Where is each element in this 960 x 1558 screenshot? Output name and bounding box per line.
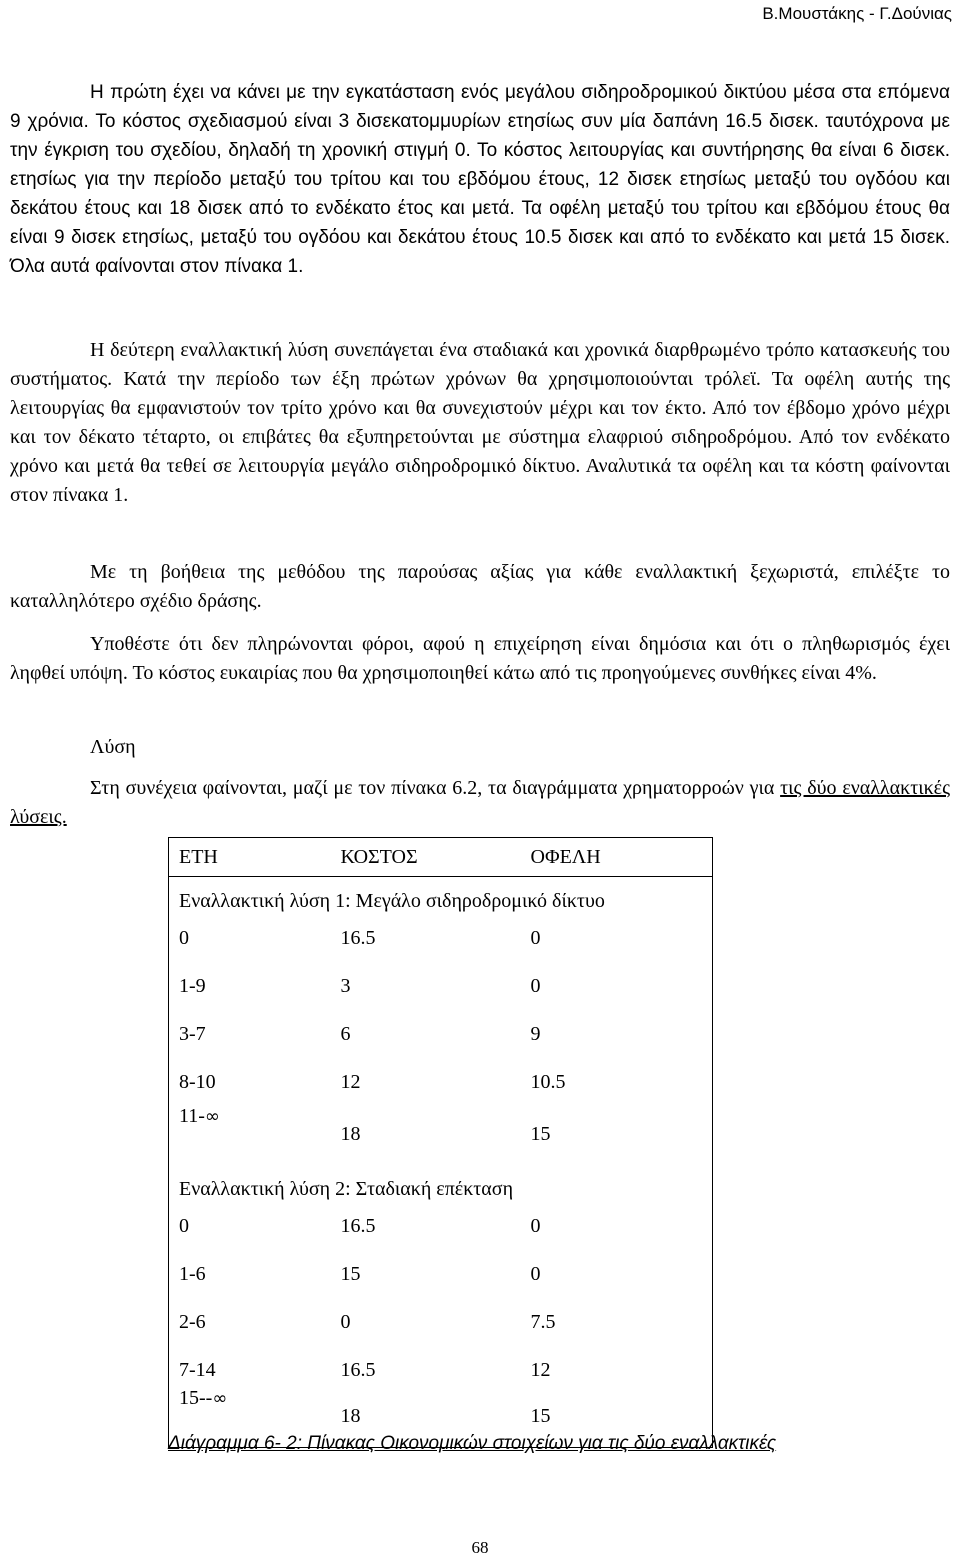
cost-cell: 3 — [340, 975, 351, 997]
table-header-row — [169, 838, 713, 877]
table-row — [169, 925, 713, 973]
benefit-cell: 0 — [530, 1263, 541, 1285]
cost-cell: 18 — [340, 1405, 361, 1427]
cost-cell: 16.5 — [340, 927, 376, 949]
table-caption: Διάγραμμα 6- 2: Πίνακας Οικονομικών στοιχείων για τις δύο εναλλακτικές — [168, 1433, 777, 1454]
benefit-cell: 12 — [530, 1359, 551, 1381]
benefit-cell: 10.5 — [530, 1071, 566, 1093]
table-row — [169, 1213, 713, 1261]
cost-cell: 6 — [340, 1023, 351, 1045]
years-prefix: 15-- — [179, 1387, 213, 1409]
years-cell: 3-7 — [179, 1023, 206, 1045]
page-number: 68 — [471, 1538, 489, 1557]
years-cell: 1-9 — [179, 975, 206, 997]
years-cell: 7-14 — [179, 1359, 216, 1381]
benefit-cell: 9 — [530, 1023, 541, 1045]
cashflow-intro-underlined: τις δύο εναλλακτικές λύσεις. — [10, 777, 951, 828]
years-cell: 1-6 — [179, 1263, 206, 1285]
years-cell: 8-10 — [179, 1071, 216, 1093]
benefit-cell: 0 — [530, 975, 541, 997]
benefit-cell: 15 — [530, 1123, 551, 1145]
infinity-icon: ∞ — [204, 1106, 220, 1127]
years-cell: 2-6 — [179, 1311, 206, 1333]
table-row — [169, 1261, 713, 1309]
table-row — [169, 1021, 713, 1069]
table-row — [169, 1069, 713, 1105]
cost-cell: 0 — [340, 1311, 351, 1333]
cost-cell: 16.5 — [340, 1359, 376, 1381]
header-years: ΕΤΗ — [169, 838, 331, 877]
solution-label: Λύση — [90, 736, 136, 758]
table-row — [169, 973, 713, 1021]
years-cell: 0 — [179, 1215, 189, 1237]
header-benefit: ΟΦΕΛΗ — [521, 838, 713, 877]
table-row — [169, 1309, 713, 1357]
cost-cell: 18 — [340, 1123, 361, 1145]
alt2-title-row — [169, 1165, 713, 1213]
years-cell — [169, 1105, 331, 1165]
cost-cell: 16.5 — [340, 1215, 376, 1237]
benefit-cell: 7.5 — [530, 1311, 556, 1333]
benefit-cell: 0 — [530, 1215, 541, 1237]
paragraph-cashflow-intro — [10, 774, 950, 832]
cashflow-intro-text: Στη συνέχεια φαίνονται, μαζί με τον πίνακα 6.2, τα διαγράμματα χρηματορροών για — [90, 777, 775, 799]
alt2-title: Εναλλακτική λύση 2: Σταδιακή επέκταση — [179, 1178, 514, 1200]
years-cell: 0 — [179, 927, 189, 949]
paragraph-alternative-1: Η πρώτη έχει να κάνει με την εγκατάσταση ενός μεγάλου σιδηροδρομικού δικτύου μέσα στα επόμενα 9 χρόνια. Το κόστος σχεδιασμού είναι 3 δισεκατομμυρίων ετησίως συν μία δαπάνη 16.5 δισεκ. ταυτόχρονα με την έγκριση του σχεδίου, δηλαδή τη χρονική στιγμή 0. Το κόστος λειτουργίας και συντήρησης θα είναι 6 δισεκ. ετησίως για την περίοδο μεταξύ του τρίτου και του εβδόμου έτους, 12 δισεκ ετησίως μεταξύ του ογδόου και δεκάτου έτους και 18 δισεκ από το ενδέκατο έτος και μετά. Τα οφέλη μεταξύ του τρίτου και εβδόμου έτους θα είναι 9 δισεκ ετησίως, μεταξύ του ογδόου και δεκάτου έτους 10.5 δισεκ και από το ενδέκατο και μετά 15 δισεκ. Όλα αυτά φαίνονται στον πίνακα 1. — [10, 82, 950, 277]
paragraph-assumptions: Υποθέστε ότι δεν πληρώνονται φόροι, αφού η επιχείρηση είναι δημόσια και ότι ο πληθωρισμός έχει ληφθεί υπόψη. Το κόστος ευκαιρίας που θα χρησιμοποιηθεί κάτω από τις προηγούμενες συνθήκες είναι 4%. — [10, 633, 950, 684]
benefit-cell: 15 — [530, 1405, 551, 1427]
header-cost: ΚΟΣΤΟΣ — [331, 838, 521, 877]
table-row — [169, 1105, 713, 1165]
benefit-cell: 0 — [530, 927, 541, 949]
paragraph-alternative-2: Η δεύτερη εναλλακτική λύση συνεπάγεται ένα σταδιακά και χρονικά διαρθρωμένο τρόπο κατασκευής του συστήματος. Κατά την περίοδο των έξη πρώτων χρόνων θα χρησιμοποιούνται τρόλεϊ. Τα οφέλη αυτής της λειτουργίας θα εμφανιστούν τον τρίτο χρόνο και θα συνεχιστούν μέχρι και τον έκτο. Από τον έβδομο χρόνο μέχρι και τον δέκατο τέταρτο, οι επιβάτες θα εξυπηρετούνται με σύστημα ελαφριού σιδηροδρόμου. Από τον ενδέκατο χρόνο και μετά θα τεθεί σε λειτουργία μεγάλο σιδηροδρομικό δίκτυο. Αναλυτικά τα οφέλη και τα κόστη φαίνονται στον πίνακα 1. — [10, 339, 950, 506]
paragraph-instruction: Με τη βοήθεια της μεθόδου της παρούσας αξίας για κάθε εναλλακτική ξεχωριστά, επιλέξτε το καταλληλότερο σχέδιο δράσης. — [10, 561, 950, 612]
years-prefix: 11- — [179, 1105, 205, 1127]
table-row — [169, 1357, 713, 1387]
cost-cell: 15 — [340, 1263, 361, 1285]
infinity-icon: ∞ — [212, 1388, 228, 1409]
economic-data-table — [168, 837, 713, 1448]
cost-cell: 12 — [340, 1071, 361, 1093]
alt1-title-row — [169, 877, 713, 926]
alt1-title: Εναλλακτική λύση 1: Μεγάλο σιδηροδρομικό δίκτυο — [179, 890, 605, 912]
page-header-authors: Β.Μουστάκης - Γ.Δούνιας — [762, 4, 952, 23]
